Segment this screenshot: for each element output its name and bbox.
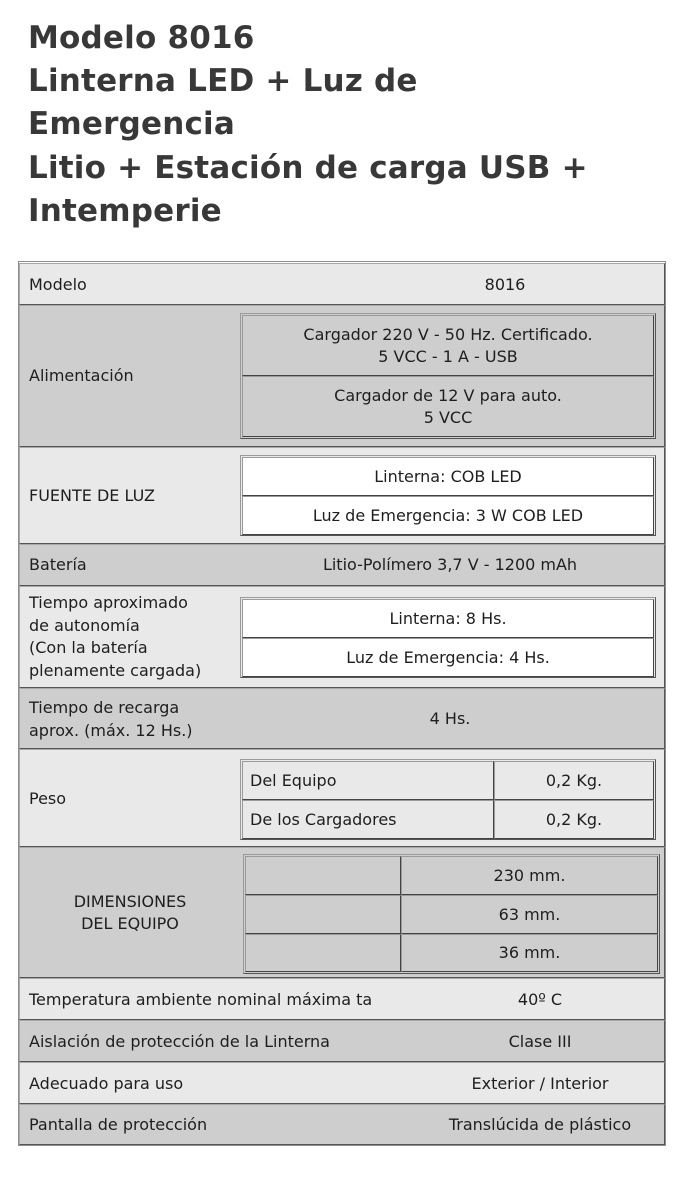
spec-table xyxy=(18,261,666,1146)
row-label: Alimentación xyxy=(29,366,134,385)
light-source-linterna: Linterna: COB LED xyxy=(242,457,654,496)
row-aislacion xyxy=(19,1020,665,1062)
row-label: Aislación de protección de la Linterna xyxy=(29,1032,330,1051)
row-uso xyxy=(19,1062,665,1104)
row-value: Litio-Polímero 3,7 V - 1200 mAh xyxy=(322,555,578,574)
row-temperatura xyxy=(19,978,665,1020)
label-line: Tiempo de recarga xyxy=(29,698,180,717)
row-label: Batería xyxy=(29,555,87,574)
row-label xyxy=(30,891,230,935)
row-label: Adecuado para uso xyxy=(29,1074,184,1093)
page-title xyxy=(28,17,668,233)
weight-cargadores-label: De los Cargadores xyxy=(242,800,494,839)
light-source-emergencia: Luz de Emergencia: 3 W COB LED xyxy=(242,496,654,535)
dimension-empty-cell xyxy=(245,934,401,972)
title-line-features-cont: Intemperie xyxy=(28,192,222,229)
row-value: Translúcida de plástico xyxy=(448,1115,632,1134)
weight-equipo-label: Del Equipo xyxy=(242,761,494,800)
light-source-subtable xyxy=(240,455,656,536)
row-value: 8016 xyxy=(484,275,526,294)
row-dimensiones xyxy=(19,847,665,978)
weight-equipo-value: 0,2 Kg. xyxy=(494,761,654,800)
weight-subtable xyxy=(240,759,656,840)
dimension-length: 230 mm. xyxy=(401,856,658,895)
power-subtable xyxy=(240,313,656,439)
autonomy-linterna: Linterna: 8 Hs. xyxy=(242,599,654,638)
row-label: FUENTE DE LUZ xyxy=(29,486,155,505)
dimension-empty-cell xyxy=(245,895,401,934)
row-bateria xyxy=(19,544,665,586)
row-value: 4 Hs. xyxy=(429,709,471,728)
weight-cargadores-value: 0,2 Kg. xyxy=(494,800,654,839)
row-value: 40º C xyxy=(517,990,563,1009)
row-autonomia xyxy=(19,586,665,688)
row-modelo xyxy=(19,263,665,305)
label-line: DIMENSIONES xyxy=(73,892,187,911)
label-line: (Con la batería xyxy=(29,638,148,657)
charger-220-cell xyxy=(242,315,654,376)
row-pantalla xyxy=(19,1104,665,1145)
autonomy-subtable xyxy=(240,597,656,678)
dimension-empty-cell xyxy=(245,856,401,895)
title-line-product: Linterna LED + Luz de xyxy=(28,63,418,100)
row-peso xyxy=(19,749,665,847)
autonomy-emergencia: Luz de Emergencia: 4 Hs. xyxy=(242,638,654,677)
dimensions-subtable xyxy=(243,854,660,974)
dimension-height: 36 mm. xyxy=(401,934,658,972)
row-value: Exterior / Interior xyxy=(471,1074,609,1093)
row-label: Peso xyxy=(29,789,67,808)
label-line: aprox. (máx. 12 Hs.) xyxy=(29,720,193,740)
row-label: Modelo xyxy=(29,275,87,294)
row-recarga xyxy=(19,688,665,749)
charger-220-line2: 5 VCC - 1 A - USB xyxy=(378,346,518,366)
charger-12-cell xyxy=(242,376,654,437)
label-line: DEL EQUIPO xyxy=(81,914,179,933)
title-line-features: Litio + Estación de carga USB + xyxy=(28,149,588,186)
charger-220-line1: Cargador 220 V - 50 Hz. Certificado. xyxy=(303,324,593,344)
row-label: Pantalla de protección xyxy=(29,1115,208,1134)
row-fuente-luz xyxy=(19,447,665,544)
row-alimentacion xyxy=(19,305,665,447)
title-line-product-cont: Emergencia xyxy=(28,106,235,143)
label-line: plenamente cargada) xyxy=(29,660,202,680)
title-line-model: Modelo 8016 xyxy=(28,20,255,56)
charger-12-line2: 5 VCC xyxy=(423,407,473,427)
charger-12-line1: Cargador de 12 V para auto. xyxy=(334,385,562,405)
row-label xyxy=(29,592,201,682)
row-value: Clase III xyxy=(508,1032,572,1051)
row-label: Temperatura ambiente nominal máxima ta xyxy=(29,990,373,1009)
row-label xyxy=(29,697,193,742)
label-line: Tiempo aproximado xyxy=(29,593,188,612)
dimension-width: 63 mm. xyxy=(401,895,658,934)
label-line: de autonomía xyxy=(29,615,140,635)
